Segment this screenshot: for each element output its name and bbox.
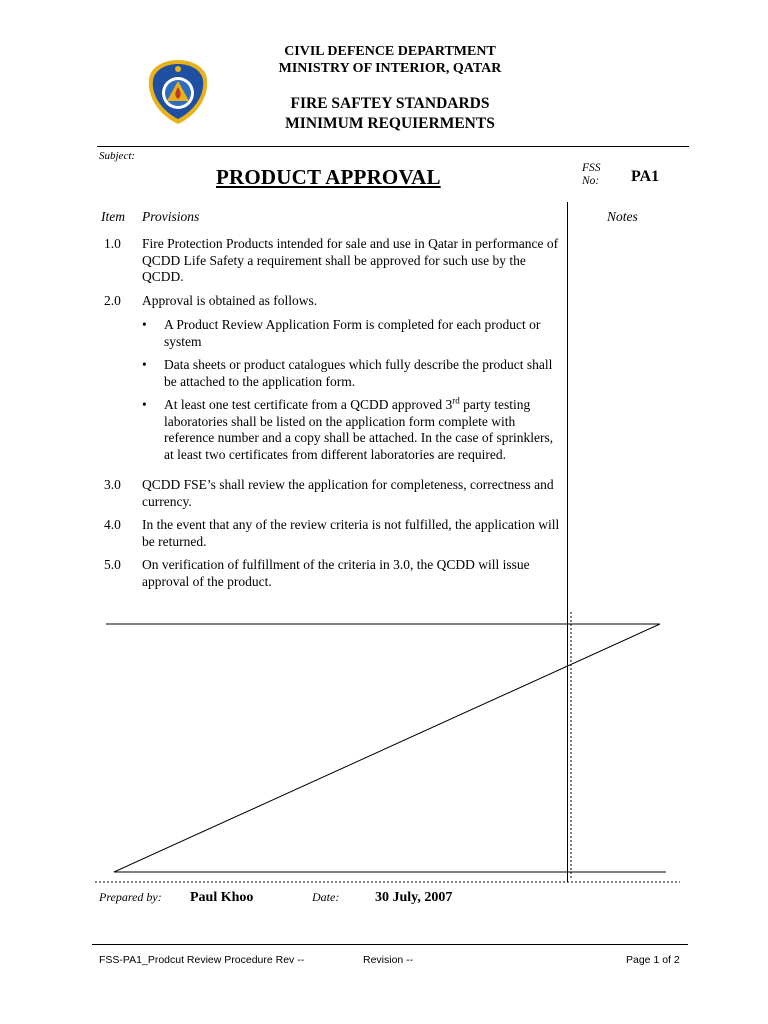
date-label: Date: — [312, 890, 340, 904]
revision-label: Revision -- — [363, 954, 414, 966]
requirements-title: MINIMUM REQUIERMENTS — [285, 115, 495, 132]
fss-label-line2: No: — [582, 175, 600, 187]
bullet-text-part: party testing laboratories shall be listed on the application form complete with reference number and a copy shall be attached. In the case of sprinklers, at least two certificates from different laboratories are required. — [164, 397, 554, 462]
bullet-icon: • — [142, 317, 147, 332]
item-text: Fire Protection Products intended for sale and use in Qatar in performance of QCDD Life Safety a requirement shall be approved for such use by the QCDD. — [142, 236, 559, 284]
bullet-icon: • — [142, 397, 147, 412]
footer-divider — [92, 944, 688, 945]
bullet-text: Data sheets or product catalogues which fully describe the product shall be attached to the application form. — [164, 357, 553, 389]
item-number: 1.0 — [104, 236, 121, 251]
item-number: 4.0 — [104, 517, 121, 532]
item-text: QCDD FSE’s shall review the application for completeness, correctness and currency. — [142, 477, 554, 509]
date-value: 30 July, 2007 — [375, 890, 453, 905]
ordinal-superscript: rd — [452, 395, 460, 406]
item-number: 2.0 — [104, 292, 121, 308]
ministry-name: MINISTRY OF INTERIOR, QATAR — [278, 61, 502, 76]
item-text: Approval is obtained as follows. — [142, 292, 318, 308]
item-number: 3.0 — [104, 477, 121, 492]
document-title: PRODUCT APPROVAL — [216, 165, 441, 189]
bullet-text-part: At least one test certificate from a QCDD approved 3 — [164, 397, 453, 412]
prepared-by-label: Prepared by: — [99, 890, 162, 904]
subject-label: Subject: — [99, 150, 136, 162]
bullet-icon: • — [142, 357, 147, 372]
column-header-provisions: Provisions — [142, 209, 200, 224]
column-header-item: Item — [101, 209, 125, 224]
document-reference: FSS-PA1_Prodcut Review Procedure Rev -- — [99, 954, 305, 966]
item-number: 5.0 — [104, 557, 121, 572]
standards-title: FIRE SAFTEY STANDARDS — [290, 95, 490, 112]
page-number: Page 1 of 2 — [626, 954, 680, 966]
department-name: CIVIL DEFENCE DEPARTMENT — [284, 44, 496, 59]
prepared-by-value: Paul Khoo — [190, 890, 254, 905]
item-text: On verification of fulfillment of the criteria in 3.0, the QCDD will issue approval of the product. — [142, 557, 530, 589]
bullet-text: A Product Review Application Form is completed for each product or system — [164, 317, 541, 349]
fss-number-value: PA1 — [631, 168, 660, 185]
item-text: In the event that any of the review criteria is not fulfilled, the application will be returned. — [142, 517, 560, 549]
column-header-notes: Notes — [607, 209, 638, 224]
fss-label-line1: FSS — [582, 162, 601, 174]
